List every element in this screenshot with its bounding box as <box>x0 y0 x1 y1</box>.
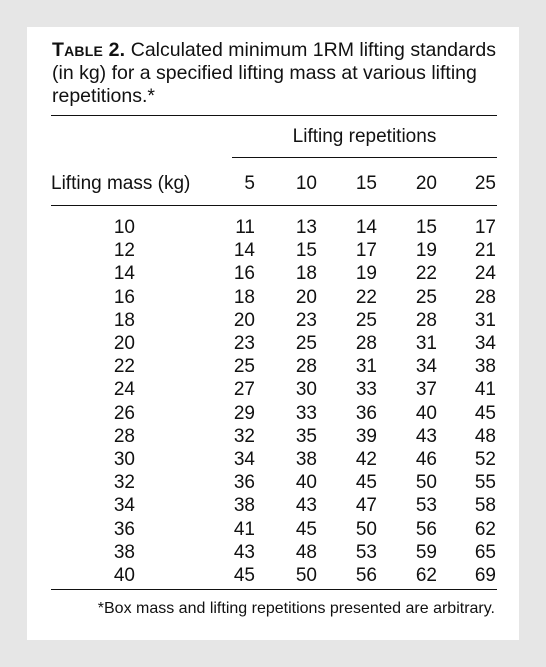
value-cell: 50 <box>415 472 437 494</box>
column-header: 25 <box>474 173 496 194</box>
value-cell: 45 <box>474 402 496 424</box>
value-cell: 45 <box>355 472 377 494</box>
value-cell: 48 <box>474 425 496 447</box>
value-cell: 34 <box>415 356 437 378</box>
value-cell: 50 <box>355 518 377 540</box>
value-cell: 15 <box>415 217 437 238</box>
lifting-mass-cell: 20 <box>113 333 135 354</box>
value-cell: 43 <box>295 495 317 517</box>
lifting-mass-cell: 28 <box>113 425 135 447</box>
table-caption-text: Calculated minimum 1RM lifting standards (in kg) for a specified lifting mass at various lifting repetitions.* <box>52 39 496 107</box>
value-cell: 19 <box>355 263 377 285</box>
lifting-mass-cell: 40 <box>113 565 135 586</box>
column-header: 10 <box>295 173 317 194</box>
lifting-mass-cell: 30 <box>113 449 135 470</box>
row-header: Lifting mass (kg) <box>51 173 191 194</box>
value-cell: 38 <box>295 449 317 470</box>
value-cell: 15 <box>295 240 317 262</box>
value-cell: 36 <box>355 402 377 424</box>
value-cell: 62 <box>474 518 496 540</box>
value-cell: 14 <box>233 240 255 262</box>
value-cell: 46 <box>415 449 437 470</box>
value-cell: 34 <box>233 449 255 470</box>
value-cell: 25 <box>233 356 255 378</box>
value-cell: 20 <box>295 286 317 308</box>
bottom-rule <box>51 589 497 590</box>
value-cell: 23 <box>295 309 317 331</box>
value-cell: 20 <box>233 309 255 331</box>
value-cell: 48 <box>295 541 317 563</box>
value-cell: 32 <box>233 425 255 447</box>
lifting-mass-cell: 26 <box>113 402 135 424</box>
value-cell: 36 <box>233 472 255 494</box>
value-cell: 28 <box>415 309 437 331</box>
value-cell: 13 <box>295 217 317 238</box>
lifting-mass-cell: 18 <box>113 309 135 331</box>
value-cell: 41 <box>474 379 496 401</box>
value-cell: 52 <box>474 449 496 470</box>
value-cell: 16 <box>233 263 255 285</box>
value-cell: 21 <box>474 240 496 262</box>
value-cell: 45 <box>233 565 255 586</box>
value-cell: 39 <box>355 425 377 447</box>
value-cell: 38 <box>474 356 496 378</box>
value-cell: 40 <box>415 402 437 424</box>
lifting-mass-cell: 36 <box>113 518 135 540</box>
value-cell: 65 <box>474 541 496 563</box>
value-cell: 38 <box>233 495 255 517</box>
lifting-mass-cell: 14 <box>113 263 135 285</box>
lifting-mass-cell: 16 <box>113 286 135 308</box>
value-cell: 17 <box>355 240 377 262</box>
column-header: 5 <box>244 173 255 194</box>
table-footnote: *Box mass and lifting repetitions presented are arbitrary. <box>97 600 495 617</box>
value-cell: 45 <box>295 518 317 540</box>
value-cell: 31 <box>415 333 437 354</box>
value-cell: 27 <box>233 379 255 401</box>
value-cell: 25 <box>355 309 377 331</box>
value-cell: 24 <box>474 263 496 285</box>
lifting-mass-cell: 32 <box>113 472 135 494</box>
value-cell: 22 <box>415 263 437 285</box>
value-cell: 25 <box>415 286 437 308</box>
value-cell: 19 <box>415 240 437 262</box>
value-cell: 35 <box>295 425 317 447</box>
lifting-mass-cell: 22 <box>113 356 135 378</box>
header-rule <box>51 205 497 206</box>
value-cell: 17 <box>474 217 496 238</box>
table-caption <box>52 39 502 108</box>
value-cell: 11 <box>235 217 255 238</box>
value-cell: 69 <box>474 565 496 586</box>
value-cell: 58 <box>474 495 496 517</box>
value-cell: 25 <box>295 333 317 354</box>
top-rule <box>51 115 497 116</box>
group-header-rule <box>232 157 497 158</box>
value-cell: 34 <box>474 333 496 354</box>
lifting-mass-cell: 12 <box>113 240 135 262</box>
value-cell: 47 <box>355 495 377 517</box>
value-cell: 14 <box>355 217 377 238</box>
table-panel <box>27 27 519 640</box>
value-cell: 28 <box>355 333 377 354</box>
value-cell: 30 <box>295 379 317 401</box>
value-cell: 62 <box>415 565 437 586</box>
header-row <box>27 172 519 196</box>
value-cell: 18 <box>295 263 317 285</box>
value-cell: 28 <box>474 286 496 308</box>
value-cell: 37 <box>415 379 437 401</box>
group-header: Lifting repetitions <box>292 126 437 147</box>
value-cell: 55 <box>474 472 496 494</box>
value-cell: 40 <box>295 472 317 494</box>
column-header: 20 <box>415 173 437 194</box>
value-cell: 59 <box>415 541 437 563</box>
value-cell: 18 <box>233 286 255 308</box>
value-cell: 31 <box>355 356 377 378</box>
value-cell: 50 <box>295 565 317 586</box>
value-cell: 33 <box>355 379 377 401</box>
value-cell: 28 <box>295 356 317 378</box>
value-cell: 41 <box>233 518 255 540</box>
value-cell: 53 <box>415 495 437 517</box>
lifting-mass-cell: 10 <box>113 217 135 238</box>
value-cell: 33 <box>295 402 317 424</box>
value-cell: 23 <box>233 333 255 354</box>
lifting-mass-cell: 38 <box>113 541 135 563</box>
value-cell: 42 <box>355 449 377 470</box>
value-cell: 53 <box>355 541 377 563</box>
value-cell: 29 <box>233 402 255 424</box>
value-cell: 31 <box>474 309 496 331</box>
column-header: 15 <box>355 173 377 194</box>
lifting-mass-cell: 34 <box>113 495 135 517</box>
lifting-mass-cell: 24 <box>113 379 135 401</box>
value-cell: 22 <box>355 286 377 308</box>
value-cell: 56 <box>415 518 437 540</box>
value-cell: 43 <box>415 425 437 447</box>
table-label: Table 2. <box>52 39 126 61</box>
value-cell: 43 <box>233 541 255 563</box>
value-cell: 56 <box>355 565 377 586</box>
